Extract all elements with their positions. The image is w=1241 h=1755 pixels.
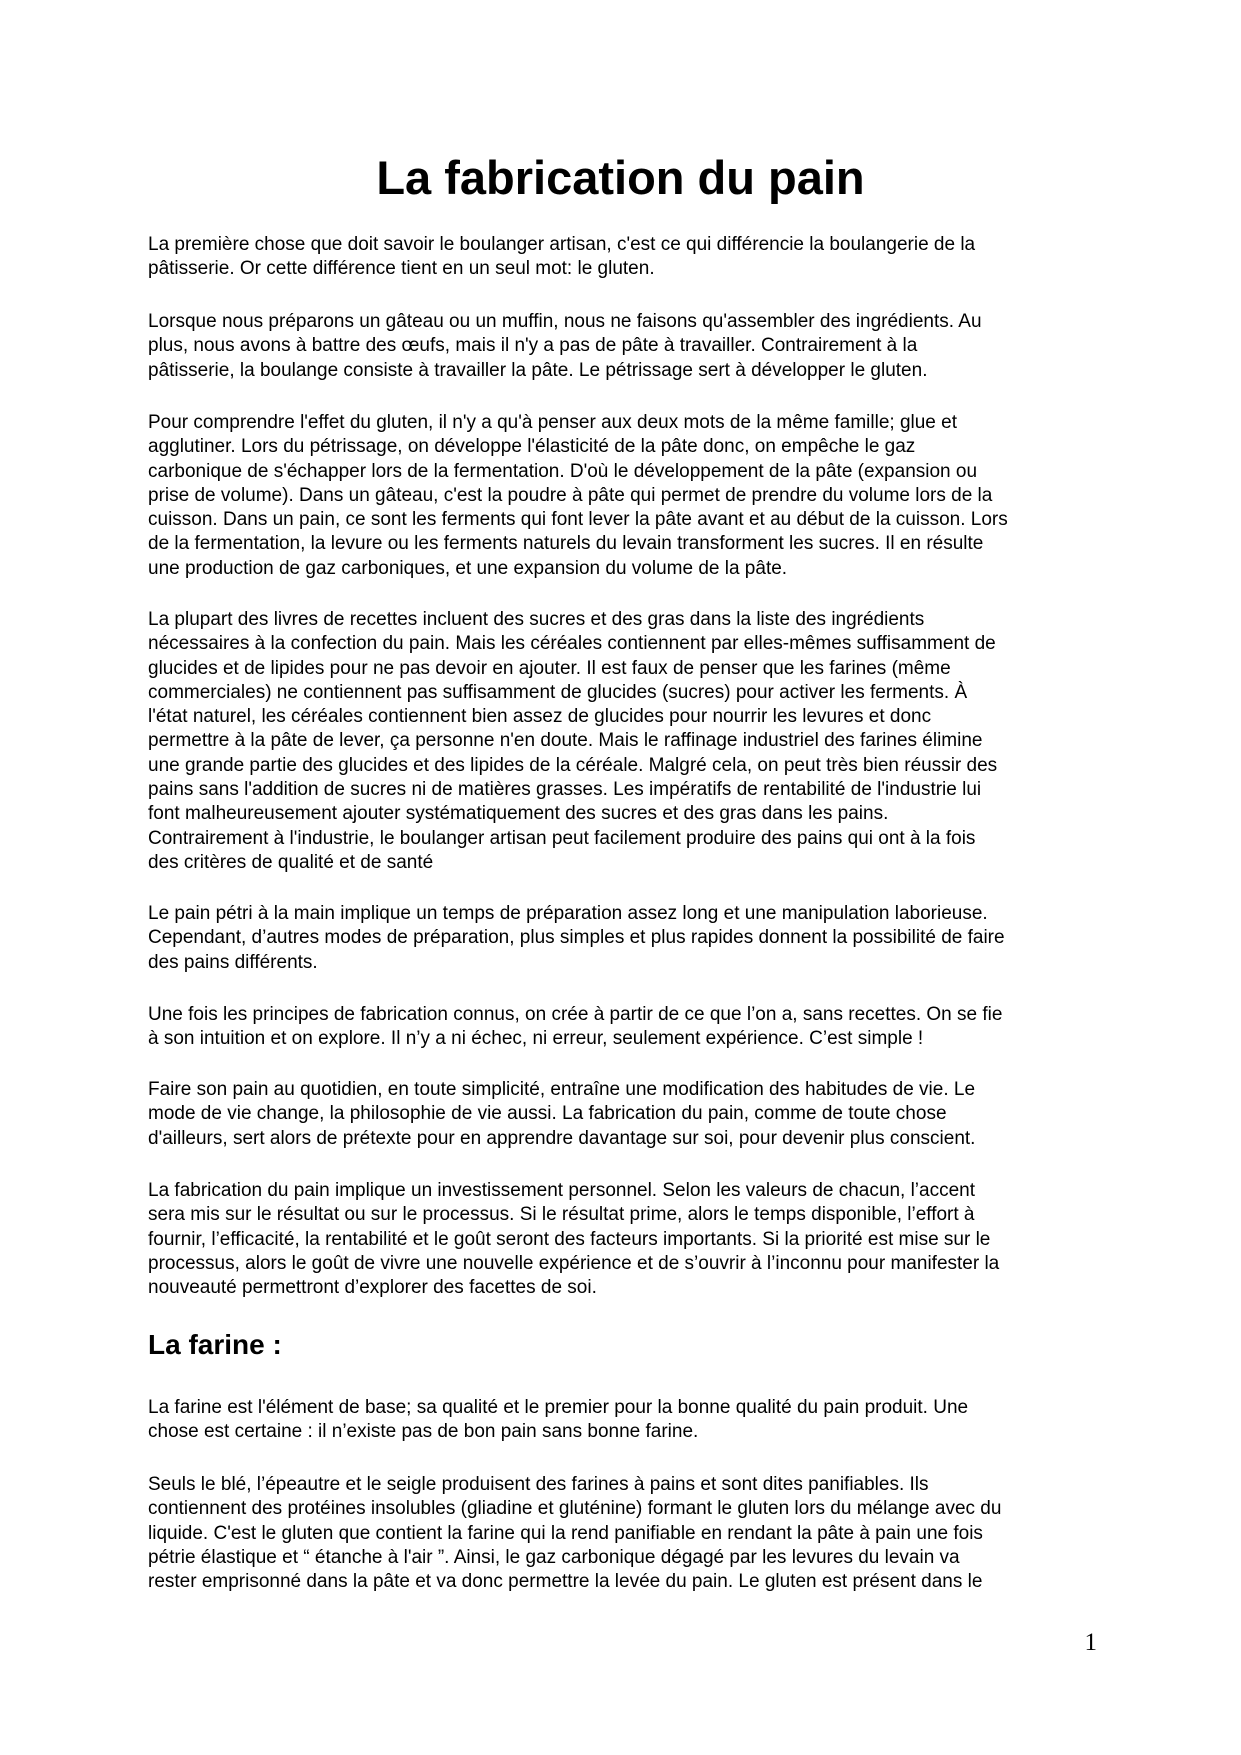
page-title: La fabrication du pain [376,151,865,204]
paragraph-patisserie-vs-boulange: Lorsque nous préparons un gâteau ou un muffin, nous ne faisons qu'assembler des ingrédients. Au plus, nous avons à battre des œufs, mais il n'y a pas de pâte à travailler. Contrairement à la pâtisserie, la boulange consiste à travailler la pâte. Le pétrissage sert à développer le gluten. [148,311,982,381]
paragraph-effet-gluten: Pour comprendre l'effet du gluten, il n'y a qu'à penser aux deux mots de la même famille; glue et agglutiner. Lors du pétrissage, on développe l'élasticité de la pâte donc, on empêche le gaz carbonique de s'échapper lors de la fermentation. D'où le développement de la pâte (expansion ou prise de volume). Dans un gâteau, c'est la poudre à pâte qui permet de prendre du volume lors de la cuisson. Dans un pain, ce sont les ferments qui font lever la pâte avant et au début de la cuisson. Lors de la fermentation, la levure ou les ferments naturels du levain transforment les sucres. Il en résulte une production de gaz carboniques, et une expansion du volume de la pâte. [148,412,1008,579]
paragraph-sucres-gras: La plupart des livres de recettes incluent des sucres et des gras dans la liste des ingrédients nécessaires à la confection du pain. Mais les céréales contiennent par elles-mêmes suffisamment de glucides et de lipides pour ne pas devoir en ajouter. Il est faux de penser que les farines (même commerciales) ne contiennent pas suffisamment de glucides (sucres) pour activer les ferments. À l'état naturel, les céréales contiennent bien assez de glucides pour nourrir les levures et donc permettre à la pâte de lever, ça personne n'en doute. Mais le raffinage industriel des farines élimine une grande partie des glucides et des lipides de la céréale. Malgré cela, on peut très bien réussir des pains sans l'addition de sucres ni de matières grasses. Les impératifs de rentabilité de l'industrie lui font malheureusement ajouter systématiquement des sucres et des gras dans les pains. Contrairement à l'industrie, le boulanger artisan peut facilement produire des pains qui ont à la fois des critères de qualité et de santé [148,609,998,873]
paragraph-farines-panifiables: Seuls le blé, l’épeautre et le seigle produisent des farines à pains et sont dites panifiables. Ils contiennent des protéines insolubles (gliadine et gluténine) formant le gluten lors du mélange avec du liquide. C'est le gluten que contient la farine qui la rend panifiable en rendant la pâte à pain une fois pétrie élastique et “ étanche à l'air ”. Ainsi, le gaz carbonique dégagé par les levures du levain va rester emprisonné dans la pâte et va donc permettre la levée du pain. Le gluten est présent dans le [148,1474,1002,1593]
paragraph-farine-base: La farine est l'élément de base; sa qualité et le premier pour la bonne qualité du pain produit. Une chose est certaine : il n’existe pas de bon pain sans bonne farine. [148,1397,969,1443]
paragraph-gluten-intro: La première chose que doit savoir le boulanger artisan, c'est ce qui différencie la boulangerie de la pâtisserie. Or cette différence tient en un seul mot: le gluten. [148,234,976,280]
paragraph-pain-petri: Le pain pétri à la main implique un temps de préparation assez long et une manipulation laborieuse. Cependant, d’autres modes de préparation, plus simples et plus rapides donnent la possibilité de faire des pains différents. [148,903,1005,973]
paragraph-principes: Une fois les principes de fabrication connus, on crée à partir de ce que l’on a, sans recettes. On se fie à son intuition et on explore. Il n’y a ni échec, ni erreur, seulement expérience. C’est simple ! [148,1004,1003,1050]
paragraph-quotidien: Faire son pain au quotidien, en toute simplicité, entraîne une modification des habitudes de vie. Le mode de vie change, la philosophie de vie aussi. La fabrication du pain, comme de toute chose d'ailleurs, sert alors de prétexte pour en apprendre davantage sur soi, pour devenir plus conscient. [148,1079,976,1149]
section-heading-farine: La farine : [148,1329,282,1360]
page-number: 1 [1084,1629,1097,1656]
paragraph-investissement: La fabrication du pain implique un investissement personnel. Selon les valeurs de chacun, l’accent sera mis sur le résultat ou sur le processus. Si le résultat prime, alors le temps disponible, l’effort à fournir, l’efficacité, la rentabilité et le goût seront des facteurs importants. Si la priorité est mise sur le processus, alors le goût de vivre une nouvelle expérience et de s’ouvrir à l’inconnu pour manifester la nouveauté permettront d’explorer des facettes de soi. [148,1180,1000,1299]
